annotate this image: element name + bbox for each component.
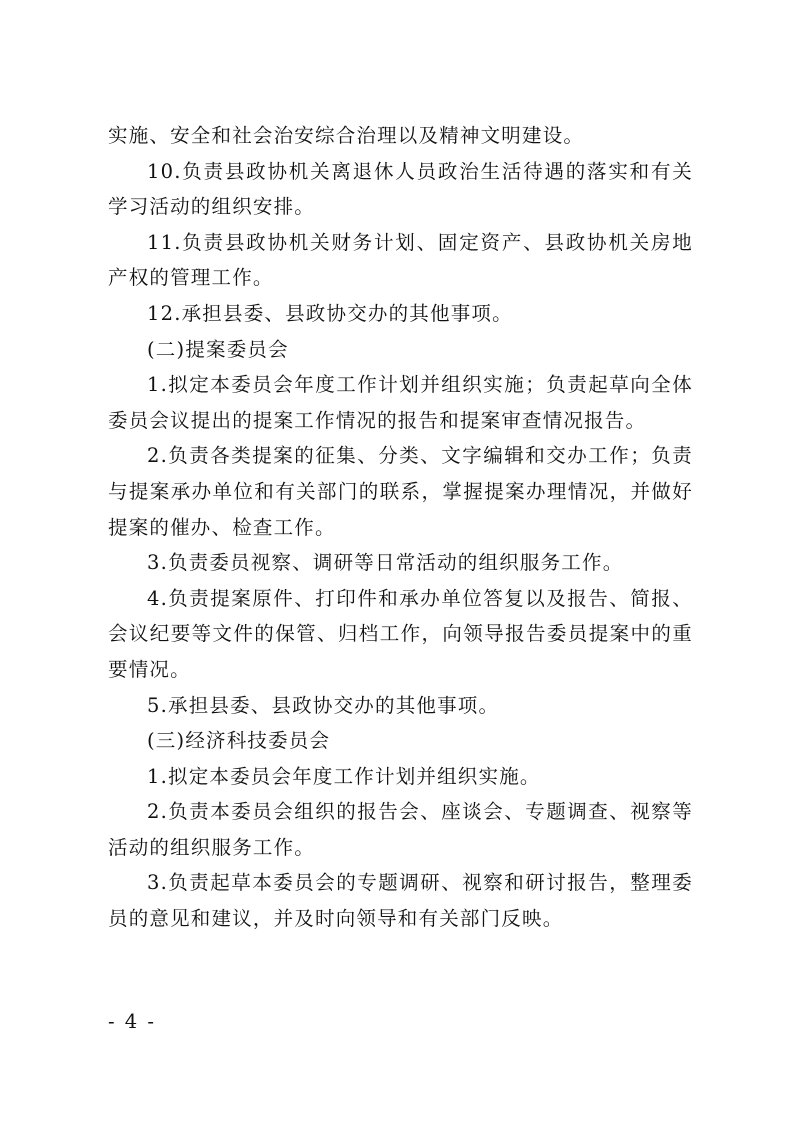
paragraph-proposal-item-5: 5.承担县委、县政协交办的其他事项。 — [147, 693, 500, 717]
paragraph-proposal-item-4: 4.负责提案原件、打印件和承办单位答复以及报告、简报、会议纪要等文件的保管、归档工作，向领导报告委员提案中的重要情况。 — [108, 586, 693, 681]
page-number: - 4 - — [108, 1010, 156, 1033]
paragraph-economy-item-3: 3.负责起草本委员会的专题调研、视察和研讨报告，整理委员的意见和建议，并及时向领导和有关部门反映。 — [108, 871, 693, 931]
section-heading-proposal-committee: (二)提案委员会 — [147, 337, 289, 361]
section-heading-economy-committee: (三)经济科技委员会 — [147, 729, 331, 753]
paragraph-economy-item-1: 1.拟定本委员会年度工作计划并组织实施。 — [147, 764, 541, 788]
paragraph-continuation: 实施、安全和社会治安综合治理以及精神文明建设。 — [108, 124, 585, 147]
paragraph-item-12: 12.承担县委、县政协交办的其他事项。 — [147, 301, 513, 325]
document-body — [108, 118, 693, 937]
paragraph-proposal-item-3: 3.负责委员视察、调研等日常活动的组织服务工作。 — [147, 551, 624, 575]
paragraph-proposal-item-1: 1.拟定本委员会年度工作计划并组织实施；负责起草向全体委员会议提出的提案工作情况的报告和提案审查情况报告。 — [108, 373, 693, 432]
paragraph-economy-item-2: 2.负责本委员会组织的报告会、座谈会、专题调查、视察等活动的组织服务工作。 — [108, 800, 693, 859]
paragraph-item-11: 11.负责县政协机关财务计划、固定资产、县政协机关房地产权的管理工作。 — [108, 230, 693, 290]
paragraph-proposal-item-2: 2.负责各类提案的征集、分类、文字编辑和交办工作；负责与提案承办单位和有关部门的联系，掌握提案办理情况，并做好提案的催办、检查工作。 — [108, 444, 693, 539]
paragraph-item-10: 10.负责县政协机关离退休人员政治生活待遇的落实和有关学习活动的组织安排。 — [108, 159, 693, 219]
